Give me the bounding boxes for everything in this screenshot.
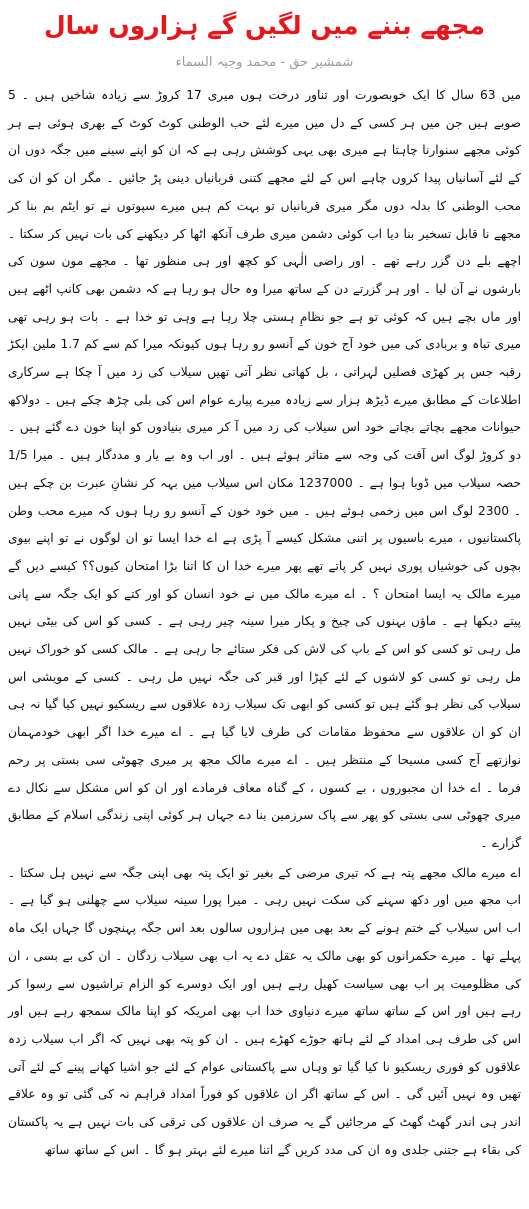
article-paragraph: اے میرے مالک مجھے پتہ ہے کہ تیری مرضی کے بغیر تو ایک پتہ بھی اپنی جگہ سے نہیں ہل سکتا ۔ اب مجھ میں اور دکھ سہنے کی سکت نہیں رہی ۔ میرا پورا سینہ سیلاب سے چھلنی ہو گیا ہے ۔ اب اس سیلاب کے ختم ہونے کے بعد بھی میں ہزاروں سالوں بعد اس جگہ پہنچوں گا جہاں ایک ماہ پہلے تھا ۔ میرے حکمرانوں کو بھی مالک یہ عقل دے یہ اب بھی سیلاب زدگان ۔ ان کی بے بسی ، ان کی مظلومیت پر اب بھی سیاست کھیل رہے ہیں اور ایک دوسرے کو الزام تراشیوں سے رسوا کر رہے ہیں اور اس کے ساتھ ساتھ میرے دنیاوی خدا اب بھی امریکہ کو اپنا مالک سمجھ رہے ہیں اور اس کی طرف ہی امداد کے لئے ہاتھ جوڑے کھڑے ہیں ۔ ان کو پتہ بھی نہیں کہ اگر اب سیلاب زدہ علاقوں کو فوری ریسکیو نا کیا گیا تو وہاں سے پاکستانی عوام کے لئے جو اشیا کھانے پینے کے لئے آتی تھیں وہ نہیں آئیں گی ۔ اس کے ساتھ اگر ان علاقوں کو فوراً امداد فراہم نہ کی گئی تو وہ علاقے اندر ہی اندر گھٹ گھٹ کے مرجائیں گے یہ صرف ان علاقوں کی ترقی کی بات نہیں ہے یہ پاکستان کی بقاء ہے جتنی جلدی وہ ان کی مدد کریں گے اتنا میرے لئے بہتر ہو گا ۔ اس کے ساتھ ساتھ [8,865,521,1157]
article-title: مجھے بننے میں لگیں گے ہزاروں سال [43,11,485,40]
article-paragraph: میں 63 سال کا ایک خوبصورت اور تناور درخت ہوں میری 17 کروڑ سے زیادہ شاخیں ہیں ۔ 5 صوبے ہیں جن میں ہر کسی کے دل میں میرے لئے حب الوطنی کوٹ کوٹ کے بھری ہوئی ہے ہر کوئی مجھے سنوارنا چاہتا ہے میری بھی یہی کوشش رہی ہے کہ ان کو اپنے سینے میں جگہ دوں ان کے لئے آسانیاں پیدا کروں چاہے اس کے لئے مجھے کتنی قربانیاں دینی پڑ جائیں ۔ مگر ان کو ان کی محب الوطنی کا بدلہ دوں مگر میری قربانیاں تو بہت کم ہیں میرے سپوتوں نے تو ایٹم بم بنا کر مجھے نا قابل تسخیر بنا دیا اب کوئی دشمن میری طرف آنکھ اٹھا کر دیکھنے کی بات نہیں کر سکتا ۔ اچھے بلے دن گزر رہے تھے ۔ اور راضی الٰہی کو کچھ اور ہی منظور تھا ۔ مجھے مون سون کی بارشوں نے آن لیا ۔ اور ہر گزرتے دن کے ساتھ میرا وہ حال ہو رہا ہے کہ دشمن بھی کانپ اٹھے ہیں اور ماں بچے ہیں کہ کوئی تو ہے جو نظامِ ہستی چلا رہا ہے وہی تو خدا ہے ۔ بات ہو رہی تھی میری تباہ و بربادی کی میں خود آج خون کے آنسو رو رہا ہوں کیونکہ میرا کم سے کم 1.7 ملین ایکڑ رقبہ جس پر کھڑی فصلیں لہراتی ، بل کھاتی نظر آتی تھیں سیلاب کی زد میں آ چکا ہے سرکاری اطلاعات کے مطابق میرے ڈیڑھ ہزار سے زیادہ میرے پیارے عوام اس کی بلی چڑھ چکے ہیں ۔ دولاکھ حیوانات مجھے بچاتے بچاتے خود اس سیلاب کی زد میں آ کر میری بنیادوں کو اپنا خون دے گئے ہیں ۔ دو کروڑ لوگ اس آفت کی وجہ سے متاثر ہوئے ہیں ۔ اور اب وہ بے یار و مددگار ہیں ۔ میرا 1/5 حصہ سیلاب میں ڈوبا ہوا ہے ۔ 1237000 مکان اس سیلاب میں بہہ کر نشانِ عبرت بن چکے ہیں ۔ 2300 لوگ اس میں زخمی ہوئے ہیں ۔ میں خود خون کے آنسو رو رہا ہوں کہ میرے محب وطن پاکستانیوں ، میرے باسیوں پر اتنی مشکل کیسے آ پڑی ہے اے خدا ایسا تو ان لوگوں نے تو اپنے بیوی بچوں کی خوشیاں پوری نہیں کر پاتے تھے پھر میرے خدا ان کا اتنا بڑا امتحان کیوں؟؟ کیسے دیں گے میرے مالک یہ ایسا امتحان ؟ ۔ اے میرے مالک میں نے خود انسان کو اور کتے کو ایک جگہ سے پانی پیتے دیکھا ہے ۔ ماؤں بہنوں کی چیخ و پکار میرا سینہ چیر رہی ہے ۔ کسی کو اس کی بیٹی نہیں مل رہی تو کسی کو اس کے باپ کی لاش کی فکر ستائے جا رہی ہے ۔ مالک کسی کو خوراک نہیں مل رہی تو کسی کو لاشوں کے لئے کپڑا اور قبر کی جگہ نہیں مل رہی ۔ کسی کے مویشی اس سیلاب کی نظر ہو گئے ہیں تو کسی کو ابھی تک سیلاب زدہ علاقوں سے ریسکیو نہیں کیا گیا نہ ہی ان کو ان علاقوں سے محفوظ مقامات کی طرف لایا گیا ہے ۔ اے میرے خدا اگر ابھی خودمہمان نوازتھے آج کسی مسیحا کے منتظر ہیں ۔ اے میرے مالک مجھ پر میری چھوٹی سی بستی پر رحم فرما ۔ اے خدا ان مجبوروں ، بے کسوں ، کے گناہ معاف فرمادے اور ان کو اس مشکل سے نکال دے میری چھوٹی سی بستی کو پھر سے پاک سرزمین بنا دے جہاں ہر کوئی اپنی زندگی اسلام کے مطابق گزارے ۔ [8,88,521,850]
article-body [8,82,521,1164]
author-byline: شمشیر حق - محمد وجیہ السماء [175,55,354,70]
